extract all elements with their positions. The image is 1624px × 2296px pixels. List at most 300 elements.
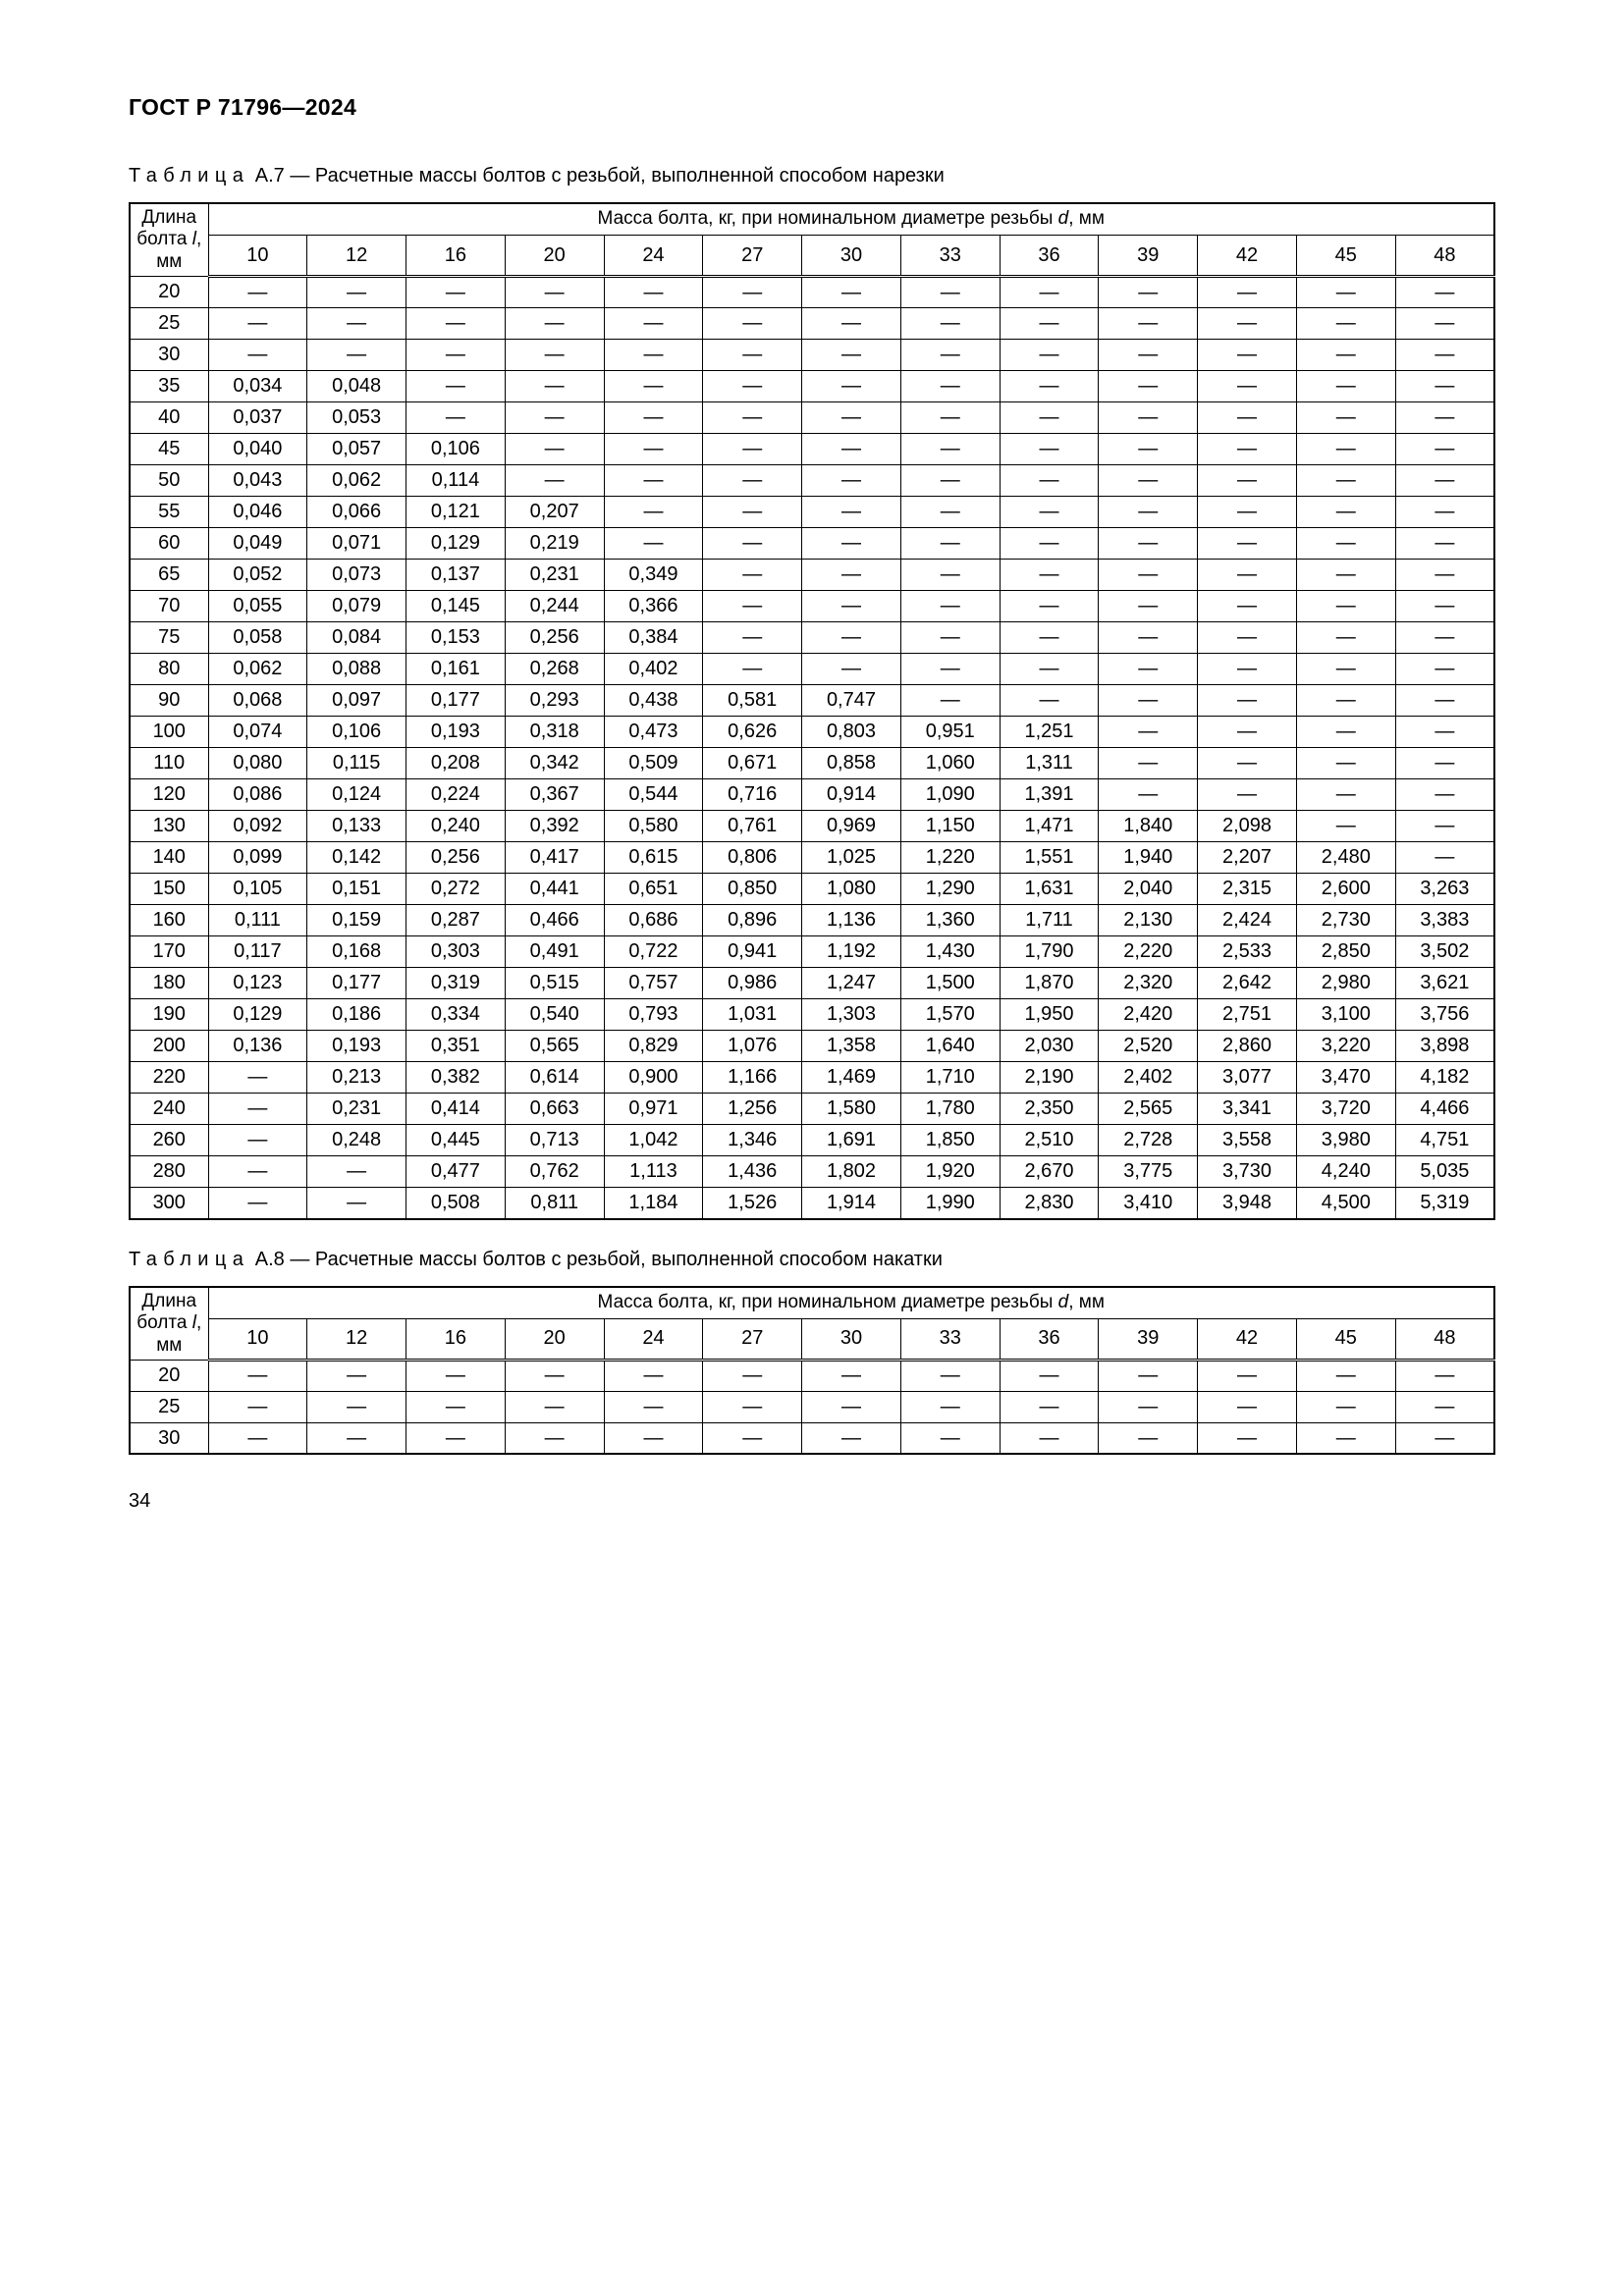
mass-cell: 3,470	[1296, 1062, 1395, 1094]
mass-cell: —	[1000, 591, 1099, 622]
mass-cell: 0,106	[406, 434, 506, 465]
mass-cell: —	[1000, 465, 1099, 497]
mass-cell: 2,860	[1198, 1031, 1297, 1062]
mass-cell: 2,728	[1099, 1125, 1198, 1156]
table-row	[130, 591, 1494, 622]
mass-cell: 3,948	[1198, 1188, 1297, 1219]
mass-cell: 0,057	[307, 434, 406, 465]
mass-cell: 0,509	[604, 748, 703, 779]
mass-cell: —	[703, 654, 802, 685]
table-a8-header-row-1	[130, 1287, 1494, 1318]
table-row	[130, 402, 1494, 434]
table-a8-caption	[129, 1248, 1495, 1272]
mass-cell: 0,136	[208, 1031, 307, 1062]
length-cell: 300	[130, 1188, 208, 1219]
mass-cell: 0,043	[208, 465, 307, 497]
length-header-var: l	[191, 229, 196, 250]
mass-cell: 0,941	[703, 936, 802, 968]
diameter-header-cell: 42	[1198, 1318, 1297, 1360]
mass-cell: 3,383	[1395, 905, 1494, 936]
mass-cell: —	[307, 308, 406, 340]
mass-cell: —	[1296, 497, 1395, 528]
mass-cell: —	[1296, 811, 1395, 842]
mass-cell: 0,037	[208, 402, 307, 434]
mass-cell: 0,850	[703, 874, 802, 905]
length-header-post: , мм	[156, 1312, 202, 1356]
mass-cell: 0,342	[505, 748, 604, 779]
mass-cell: 0,438	[604, 685, 703, 717]
diameter-header-cell: 27	[703, 1318, 802, 1360]
mass-cell: 1,920	[900, 1156, 1000, 1188]
mass-cell: —	[1296, 591, 1395, 622]
mass-cell: —	[604, 371, 703, 402]
mass-cell: 2,402	[1099, 1062, 1198, 1094]
mass-cell: 1,042	[604, 1125, 703, 1156]
mass-cell: 3,341	[1198, 1094, 1297, 1125]
table-row	[130, 528, 1494, 560]
mass-cell: 2,533	[1198, 936, 1297, 968]
mass-cell: 1,570	[900, 999, 1000, 1031]
mass-cell: 1,251	[1000, 717, 1099, 748]
mass-cell: 0,686	[604, 905, 703, 936]
mass-cell: 0,080	[208, 748, 307, 779]
diameter-header-cell: 45	[1296, 1318, 1395, 1360]
mass-cell: —	[505, 308, 604, 340]
mass-cell: —	[1000, 277, 1099, 308]
mass-cell: 0,491	[505, 936, 604, 968]
mass-cell: —	[1198, 340, 1297, 371]
mass-cell: —	[1000, 1422, 1099, 1454]
mass-cell: 3,502	[1395, 936, 1494, 968]
mass-cell: —	[1099, 622, 1198, 654]
mass-cell: 3,756	[1395, 999, 1494, 1031]
mass-cell: —	[1395, 654, 1494, 685]
mass-cell: 1,136	[802, 905, 901, 936]
mass-cell: —	[802, 277, 901, 308]
mass-cell: —	[604, 1360, 703, 1391]
table-a7	[129, 202, 1495, 1220]
table-a7-caption-text: А.7 — Расчетные массы болтов с резьбой, выполненной способом нарезки	[249, 165, 945, 187]
mass-cell: —	[703, 497, 802, 528]
mass-cell: 4,240	[1296, 1156, 1395, 1188]
mass-header-pre: Масса болта, кг, при номинальном диаметре резьбы	[597, 208, 1058, 230]
mass-cell: —	[1198, 779, 1297, 811]
mass-cell: 1,031	[703, 999, 802, 1031]
mass-cell: 0,213	[307, 1062, 406, 1094]
mass-cell: —	[505, 371, 604, 402]
length-cell: 110	[130, 748, 208, 779]
mass-cell: —	[1198, 528, 1297, 560]
mass-cell: 0,129	[406, 528, 506, 560]
mass-cell: 1,430	[900, 936, 1000, 968]
mass-cell: 0,142	[307, 842, 406, 874]
mass-cell: 2,207	[1198, 842, 1297, 874]
diameter-header-cell: 10	[208, 235, 307, 276]
diameter-header-cell: 39	[1099, 1318, 1198, 1360]
length-cell: 120	[130, 779, 208, 811]
mass-cell: 0,151	[307, 874, 406, 905]
mass-cell: —	[1395, 748, 1494, 779]
mass-cell: —	[1296, 277, 1395, 308]
mass-cell: 0,115	[307, 748, 406, 779]
mass-cell: 0,053	[307, 402, 406, 434]
mass-cell: 2,830	[1000, 1188, 1099, 1219]
table-row	[130, 1125, 1494, 1156]
mass-cell: —	[1099, 1360, 1198, 1391]
mass-cell: —	[900, 1422, 1000, 1454]
mass-cell: 1,220	[900, 842, 1000, 874]
mass-cell: 2,190	[1000, 1062, 1099, 1094]
table-row	[130, 968, 1494, 999]
mass-cell: 1,166	[703, 1062, 802, 1094]
mass-cell: —	[1198, 591, 1297, 622]
mass-cell: 0,086	[208, 779, 307, 811]
mass-cell: —	[1296, 1360, 1395, 1391]
mass-cell: 1,150	[900, 811, 1000, 842]
mass-cell: 1,360	[900, 905, 1000, 936]
mass-cell: —	[1296, 528, 1395, 560]
mass-cell: —	[1000, 497, 1099, 528]
mass-cell: —	[1296, 1391, 1395, 1422]
mass-cell: 0,366	[604, 591, 703, 622]
mass-cell: —	[406, 1391, 506, 1422]
mass-cell: —	[1395, 402, 1494, 434]
table-row	[130, 905, 1494, 936]
mass-cell: —	[1296, 371, 1395, 402]
mass-cell: 3,100	[1296, 999, 1395, 1031]
mass-cell: —	[1099, 528, 1198, 560]
table-row	[130, 308, 1494, 340]
mass-cell: —	[1296, 308, 1395, 340]
diameter-header-cell: 30	[802, 235, 901, 276]
diameter-header-cell: 36	[1000, 1318, 1099, 1360]
length-cell: 200	[130, 1031, 208, 1062]
mass-cell: 1,090	[900, 779, 1000, 811]
mass-cell: 0,048	[307, 371, 406, 402]
mass-cell: 0,663	[505, 1094, 604, 1125]
mass-cell: 1,710	[900, 1062, 1000, 1094]
table-row	[130, 622, 1494, 654]
table-row	[130, 874, 1494, 905]
table-row	[130, 1391, 1494, 1422]
length-header-var: l	[191, 1312, 196, 1334]
mass-cell: —	[604, 528, 703, 560]
mass-cell: 0,159	[307, 905, 406, 936]
mass-cell: —	[1296, 779, 1395, 811]
mass-cell: 0,303	[406, 936, 506, 968]
mass-cell: —	[703, 340, 802, 371]
mass-cell: 3,558	[1198, 1125, 1297, 1156]
mass-cell: —	[1395, 685, 1494, 717]
length-cell: 140	[130, 842, 208, 874]
mass-cell: —	[208, 1125, 307, 1156]
length-cell: 55	[130, 497, 208, 528]
diameter-header-cell: 42	[1198, 235, 1297, 276]
length-cell: 220	[130, 1062, 208, 1094]
mass-cell: 3,898	[1395, 1031, 1494, 1062]
mass-cell: —	[1395, 779, 1494, 811]
length-cell: 60	[130, 528, 208, 560]
mass-cell: —	[1395, 717, 1494, 748]
length-cell: 50	[130, 465, 208, 497]
mass-cell: —	[604, 308, 703, 340]
mass-cell: 0,097	[307, 685, 406, 717]
mass-cell: 2,030	[1000, 1031, 1099, 1062]
mass-cell: —	[1395, 811, 1494, 842]
mass-cell: 0,615	[604, 842, 703, 874]
length-column-header	[130, 203, 208, 277]
length-header-pre: Длина болта	[136, 207, 197, 250]
mass-cell: —	[802, 560, 901, 591]
diameter-header-cell: 33	[900, 235, 1000, 276]
length-cell: 75	[130, 622, 208, 654]
mass-cell: —	[1395, 591, 1494, 622]
mass-cell: 0,671	[703, 748, 802, 779]
table-row	[130, 1360, 1494, 1391]
table-a7-body	[130, 277, 1494, 1219]
mass-cell: 0,105	[208, 874, 307, 905]
mass-cell: 1,840	[1099, 811, 1198, 842]
mass-cell: 1,640	[900, 1031, 1000, 1062]
mass-cell: 1,469	[802, 1062, 901, 1094]
mass-cell: 2,510	[1000, 1125, 1099, 1156]
length-cell: 150	[130, 874, 208, 905]
mass-cell: 0,071	[307, 528, 406, 560]
mass-cell: —	[208, 1062, 307, 1094]
mass-cell: 2,600	[1296, 874, 1395, 905]
mass-cell: —	[1198, 717, 1297, 748]
mass-cell: 2,040	[1099, 874, 1198, 905]
mass-cell: —	[1198, 654, 1297, 685]
mass-cell: 1,950	[1000, 999, 1099, 1031]
mass-cell: —	[900, 277, 1000, 308]
mass-cell: 1,184	[604, 1188, 703, 1219]
mass-cell: —	[1099, 685, 1198, 717]
mass-cell: 0,062	[208, 654, 307, 685]
table-row	[130, 748, 1494, 779]
mass-cell: —	[1099, 560, 1198, 591]
mass-cell: —	[604, 497, 703, 528]
mass-cell: 0,177	[406, 685, 506, 717]
mass-cell: —	[1198, 748, 1297, 779]
table-row	[130, 497, 1494, 528]
mass-cell: 0,581	[703, 685, 802, 717]
mass-cell: —	[1000, 1360, 1099, 1391]
mass-cell: 0,414	[406, 1094, 506, 1125]
mass-cell: 2,350	[1000, 1094, 1099, 1125]
table-row	[130, 936, 1494, 968]
mass-cell: 0,111	[208, 905, 307, 936]
diameter-header-cell: 20	[505, 235, 604, 276]
mass-cell: —	[703, 1391, 802, 1422]
length-cell: 100	[130, 717, 208, 748]
mass-cell: 3,220	[1296, 1031, 1395, 1062]
mass-header-pre: Масса болта, кг, при номинальном диаметре резьбы	[597, 1292, 1058, 1313]
table-row	[130, 1188, 1494, 1219]
mass-cell: —	[900, 654, 1000, 685]
mass-cell: 0,287	[406, 905, 506, 936]
mass-cell: —	[1000, 402, 1099, 434]
mass-cell: —	[1296, 402, 1395, 434]
mass-cell: —	[1395, 371, 1494, 402]
mass-cell: 2,320	[1099, 968, 1198, 999]
mass-cell: 1,802	[802, 1156, 901, 1188]
mass-cell: —	[1198, 1360, 1297, 1391]
mass-cell: 0,969	[802, 811, 901, 842]
mass-cell: —	[1000, 560, 1099, 591]
mass-cell: —	[802, 497, 901, 528]
mass-cell: —	[406, 1422, 506, 1454]
mass-cell: —	[208, 1094, 307, 1125]
length-cell: 70	[130, 591, 208, 622]
mass-cell: 2,670	[1000, 1156, 1099, 1188]
mass-cell: 1,346	[703, 1125, 802, 1156]
mass-cell: 0,319	[406, 968, 506, 999]
table-row	[130, 371, 1494, 402]
mass-cell: 0,193	[406, 717, 506, 748]
mass-cell: —	[307, 1360, 406, 1391]
mass-cell: 1,025	[802, 842, 901, 874]
mass-cell: —	[604, 402, 703, 434]
length-cell: 30	[130, 1422, 208, 1454]
mass-cell: —	[208, 1391, 307, 1422]
mass-cell: —	[1099, 779, 1198, 811]
mass-cell: —	[802, 654, 901, 685]
mass-cell: 2,520	[1099, 1031, 1198, 1062]
mass-cell: 0,231	[505, 560, 604, 591]
mass-cell: —	[703, 277, 802, 308]
mass-cell: 0,762	[505, 1156, 604, 1188]
mass-cell: —	[703, 591, 802, 622]
mass-cell: 1,060	[900, 748, 1000, 779]
mass-cell: —	[900, 340, 1000, 371]
mass-cell: —	[1395, 277, 1494, 308]
page-number: 34	[129, 1490, 151, 1513]
table-row	[130, 1031, 1494, 1062]
mass-cell: 4,500	[1296, 1188, 1395, 1219]
mass-cell: 1,256	[703, 1094, 802, 1125]
mass-cell: —	[604, 1391, 703, 1422]
mass-cell: 0,073	[307, 560, 406, 591]
mass-cell: —	[1099, 465, 1198, 497]
mass-cell: —	[1198, 434, 1297, 465]
table-row	[130, 1094, 1494, 1125]
mass-cell: —	[406, 277, 506, 308]
mass-cell: 1,311	[1000, 748, 1099, 779]
mass-cell: 0,293	[505, 685, 604, 717]
length-cell: 130	[130, 811, 208, 842]
mass-cell: —	[1099, 748, 1198, 779]
mass-cell: 0,049	[208, 528, 307, 560]
table-a8	[129, 1286, 1495, 1456]
mass-cell: —	[505, 434, 604, 465]
length-cell: 190	[130, 999, 208, 1031]
mass-cell: —	[208, 1360, 307, 1391]
mass-cell: —	[802, 622, 901, 654]
mass-cell: 2,565	[1099, 1094, 1198, 1125]
mass-cell: 2,751	[1198, 999, 1297, 1031]
mass-cell: —	[703, 402, 802, 434]
mass-cell: —	[1000, 654, 1099, 685]
mass-cell: —	[1395, 1360, 1494, 1391]
mass-cell: 1,500	[900, 968, 1000, 999]
table-a7-header	[130, 203, 1494, 277]
table-a7-caption-word: Таблица	[129, 165, 250, 187]
mass-cell: 0,074	[208, 717, 307, 748]
mass-cell: —	[1198, 560, 1297, 591]
mass-cell: —	[604, 340, 703, 371]
table-a7-diameter-row	[130, 235, 1494, 276]
mass-cell: 1,940	[1099, 842, 1198, 874]
mass-cell: —	[1198, 685, 1297, 717]
mass-cell: 0,034	[208, 371, 307, 402]
mass-column-header	[208, 1287, 1494, 1318]
mass-cell: —	[900, 465, 1000, 497]
mass-cell: 0,477	[406, 1156, 506, 1188]
mass-cell: 2,424	[1198, 905, 1297, 936]
mass-cell: 1,303	[802, 999, 901, 1031]
mass-cell: 3,730	[1198, 1156, 1297, 1188]
mass-cell: —	[802, 434, 901, 465]
mass-cell: 1,080	[802, 874, 901, 905]
length-header-post: , мм	[156, 229, 202, 272]
mass-cell: —	[1296, 622, 1395, 654]
mass-cell: 0,208	[406, 748, 506, 779]
mass-cell: 4,466	[1395, 1094, 1494, 1125]
mass-cell: —	[208, 1188, 307, 1219]
mass-cell: 0,384	[604, 622, 703, 654]
mass-cell: —	[1000, 371, 1099, 402]
mass-cell: —	[802, 528, 901, 560]
mass-cell: —	[802, 591, 901, 622]
mass-cell: —	[703, 622, 802, 654]
mass-cell: 0,177	[307, 968, 406, 999]
mass-cell: —	[406, 371, 506, 402]
mass-header-var: d	[1057, 208, 1069, 230]
mass-cell: —	[307, 1156, 406, 1188]
length-cell: 20	[130, 277, 208, 308]
mass-cell: —	[406, 402, 506, 434]
mass-cell: 1,870	[1000, 968, 1099, 999]
mass-cell: 2,980	[1296, 968, 1395, 999]
mass-cell: 4,751	[1395, 1125, 1494, 1156]
doc-header: ГОСТ Р 71796—2024	[129, 94, 357, 120]
mass-cell: —	[505, 340, 604, 371]
mass-cell: 0,153	[406, 622, 506, 654]
diameter-header-cell: 30	[802, 1318, 901, 1360]
mass-cell: —	[1099, 1391, 1198, 1422]
mass-header-var: d	[1057, 1292, 1069, 1313]
mass-cell: —	[1099, 654, 1198, 685]
mass-cell: —	[604, 1422, 703, 1454]
mass-cell: —	[1198, 308, 1297, 340]
length-cell: 260	[130, 1125, 208, 1156]
mass-cell: 0,052	[208, 560, 307, 591]
mass-cell: 0,079	[307, 591, 406, 622]
mass-cell: —	[1296, 434, 1395, 465]
mass-cell: 1,780	[900, 1094, 1000, 1125]
mass-cell: 0,092	[208, 811, 307, 842]
mass-cell: —	[208, 1156, 307, 1188]
length-cell: 40	[130, 402, 208, 434]
mass-cell: —	[900, 560, 1000, 591]
mass-cell: 0,473	[604, 717, 703, 748]
mass-cell: —	[307, 1391, 406, 1422]
mass-cell: 1,914	[802, 1188, 901, 1219]
mass-cell: —	[802, 1360, 901, 1391]
mass-cell: —	[1296, 340, 1395, 371]
mass-cell: 3,775	[1099, 1156, 1198, 1188]
